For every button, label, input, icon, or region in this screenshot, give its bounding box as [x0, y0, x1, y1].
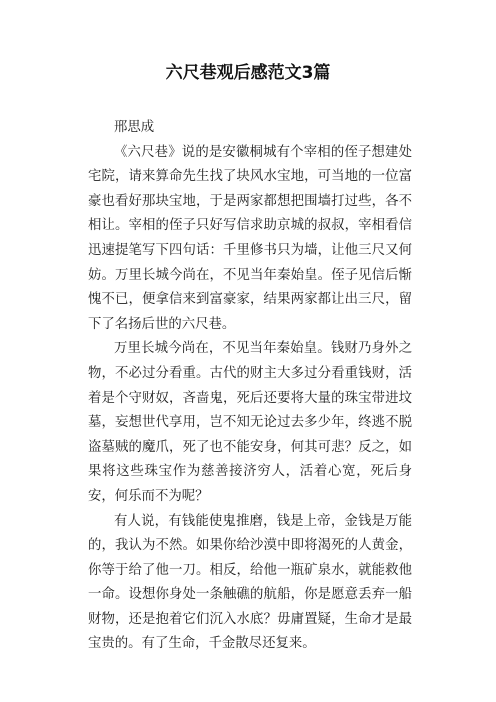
document-body [88, 116, 412, 657]
paragraph-3: 有人说，有钱能使鬼推磨，钱是上帝，金钱是万能的，我认为不然。如果你给沙漠中即将渴死的人黄金，你等于给了他一刀。相反，给他一瓶矿泉水，就能救他一命。设想你身处一条触礁的航船，你是愿意丢弃一船财物，还是抱着它们沉入水底？毋庸置疑，生命才是最宝贵的。有了生命，千金散尽还复来。 [88, 513, 412, 652]
paragraph-1: 《六尺巷》说的是安徽桐城有个宰相的侄子想建处宅院，请来算命先生找了块风水宝地，可当地的一位富豪也看好那块宝地，于是两家都想把围墙打过些，各不相让。宰相的侄子只好写信求助京城的叔叔，宰相看信迅速提笔写下四句话：千里修书只为墙，让他三尺又何妨。万里长城今尚在，不见当年秦始皇。侄子见信后惭愧不已，便拿信来到富豪家，结果两家都让出三尺，留下了名扬后世的六尺巷。 [88, 144, 412, 332]
author-name: 邢思成 [114, 120, 155, 135]
document-title: 六尺巷观后感范文3篇 [165, 63, 331, 83]
paragraph-2: 万里长城今尚在，不见当年秦始皇。钱财乃身外之物，不必过分看重。古代的财主大多过分看重钱财，活着是个守财奴，吝啬鬼，死后还要将大量的珠宝带进坟墓，妄想世代享用，岂不知无论过去多少年，终逃不脱盗墓贼的魔爪，死了也不能安身，何其可悲？反之，如果将这些珠宝作为慈善接济穷人，活着心宽，死后身安，何乐而不为呢？ [88, 341, 412, 504]
